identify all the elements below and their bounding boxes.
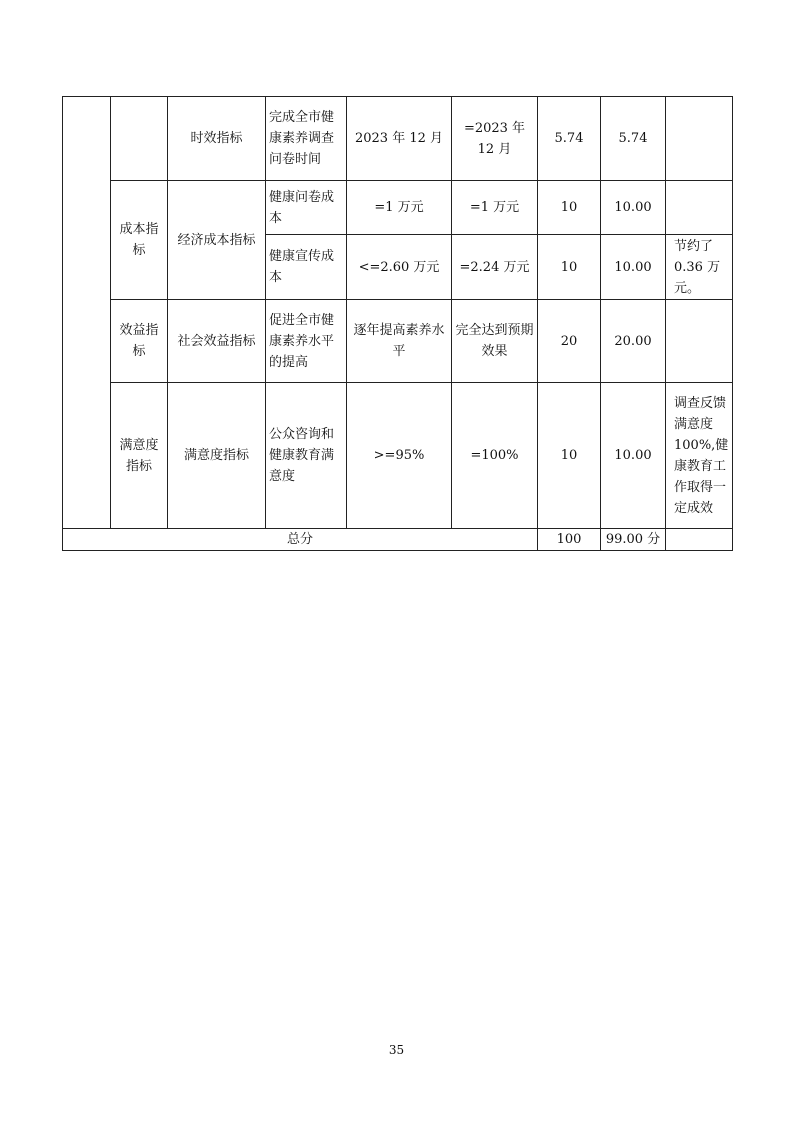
target-value-cell: >=95%: [347, 383, 452, 529]
target-value-cell: <=2.60 万元: [347, 235, 452, 300]
table-row: [63, 97, 733, 181]
table-row: [63, 300, 733, 383]
weight-cell: 10: [538, 383, 601, 529]
actual-value-cell: =100%: [452, 383, 538, 529]
weight-cell: 5.74: [538, 97, 601, 181]
note-cell: [666, 300, 733, 383]
total-label: 总分: [63, 529, 538, 551]
note-cell: 调查反馈满意度 100%,健康教育工作取得一定成效: [666, 383, 733, 529]
target-value-cell: 2023 年 12 月: [347, 97, 452, 181]
tertiary-indicator-cell: 完成全市健康素养调查问卷时间: [266, 97, 347, 181]
note-cell: [666, 97, 733, 181]
primary-indicator-cell: 满意度指标: [111, 383, 168, 529]
category-cell: [63, 97, 111, 529]
actual-value-cell: =1 万元: [452, 181, 538, 235]
total-row: [63, 529, 733, 551]
score-cell: 10.00: [601, 235, 666, 300]
target-value-cell: =1 万元: [347, 181, 452, 235]
total-full-score: 100: [538, 529, 601, 551]
tertiary-indicator-cell: 公众咨询和健康教育满意度: [266, 383, 347, 529]
page-number: 35: [388, 1043, 405, 1057]
total-score: 99.00 分: [601, 529, 666, 551]
primary-indicator-cell: 效益指标: [111, 300, 168, 383]
score-cell: 10.00: [601, 181, 666, 235]
weight-cell: 10: [538, 235, 601, 300]
primary-indicator-cell: [111, 97, 168, 181]
note-cell: [666, 181, 733, 235]
secondary-indicator-cell: 经济成本指标: [168, 181, 266, 300]
table-row: [63, 181, 733, 235]
weight-cell: 20: [538, 300, 601, 383]
secondary-indicator-cell: 社会效益指标: [168, 300, 266, 383]
note-cell: 节约了0.36 万元。: [666, 235, 733, 300]
score-cell: 10.00: [601, 383, 666, 529]
secondary-indicator-cell: 满意度指标: [168, 383, 266, 529]
table-row: [63, 383, 733, 529]
tertiary-indicator-cell: 健康宣传成本: [266, 235, 347, 300]
score-cell: 5.74: [601, 97, 666, 181]
actual-value-cell: =2.24 万元: [452, 235, 538, 300]
weight-cell: 10: [538, 181, 601, 235]
tertiary-indicator-cell: 健康问卷成本: [266, 181, 347, 235]
primary-indicator-cell: 成本指标: [111, 181, 168, 300]
secondary-indicator-cell: 时效指标: [168, 97, 266, 181]
tertiary-indicator-cell: 促进全市健康素养水平的提高: [266, 300, 347, 383]
actual-value-cell: 完全达到预期效果: [452, 300, 538, 383]
performance-table: [62, 96, 733, 551]
actual-value-cell: =2023 年 12 月: [452, 97, 538, 181]
total-note: [666, 529, 733, 551]
score-cell: 20.00: [601, 300, 666, 383]
target-value-cell: 逐年提高素养水平: [347, 300, 452, 383]
